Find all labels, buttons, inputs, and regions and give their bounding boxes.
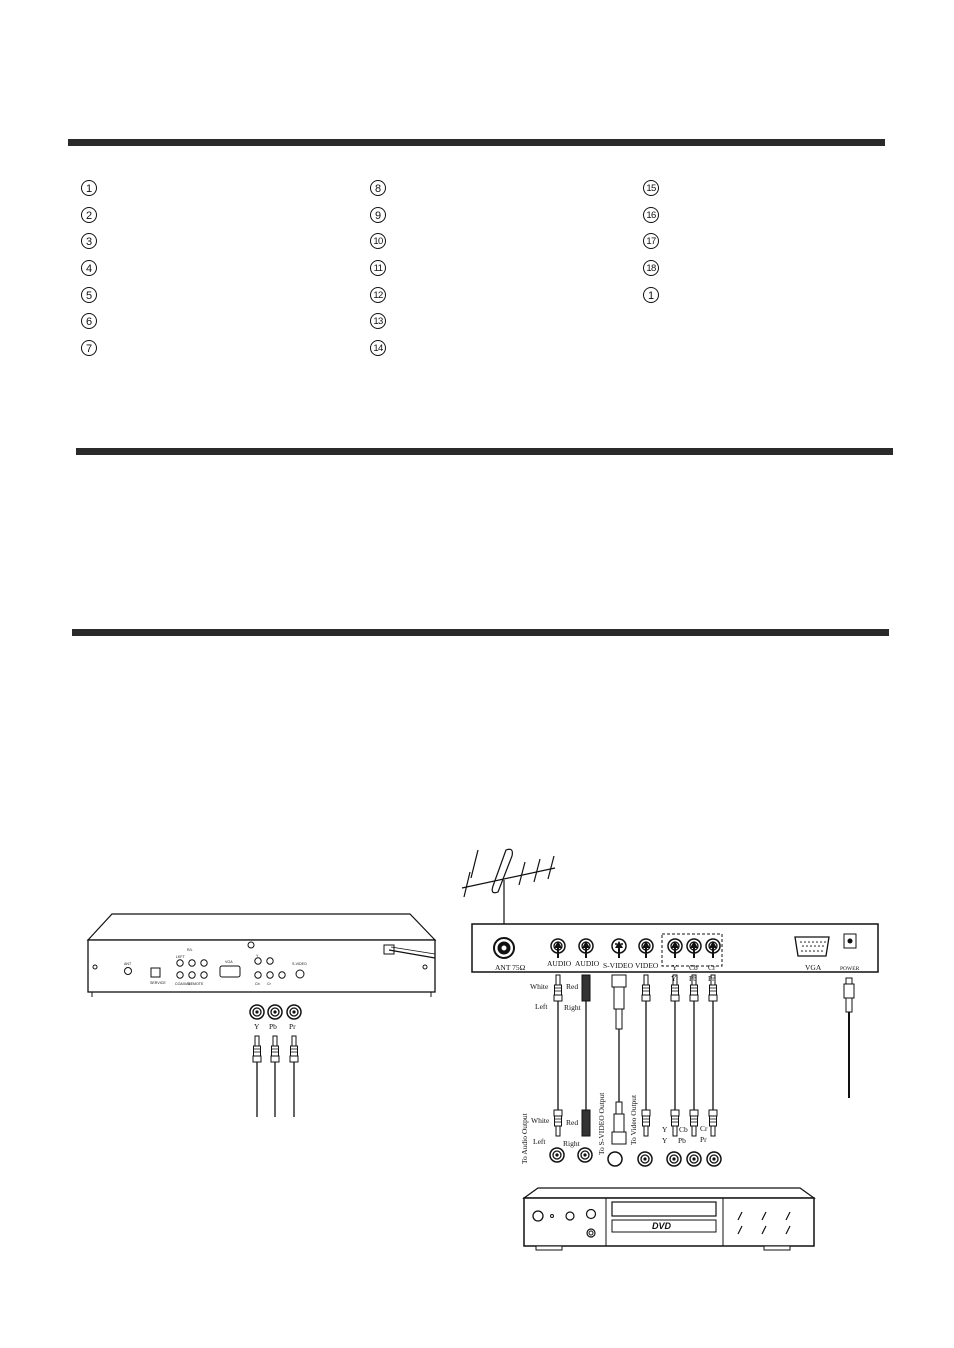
left-top-label: Left <box>535 1002 548 1011</box>
left-bottom-label: Left <box>533 1137 546 1146</box>
legend-number: 14 <box>370 340 386 356</box>
legend-number: 5 <box>81 287 97 303</box>
legend-number: 9 <box>370 207 386 223</box>
cr-label: Cr <box>708 963 716 972</box>
right-bottom-label: Right <box>563 1139 580 1148</box>
audio-output-label: To Audio Output <box>520 1113 529 1164</box>
pb-bottom-label: Pb <box>678 1136 686 1145</box>
audio-left-label: AUDIO <box>547 959 572 968</box>
video-output-label: To Video Output <box>629 1094 638 1145</box>
video-label: VIDEO <box>635 961 659 970</box>
pb-top-label: Pb <box>689 974 697 983</box>
left-ant-label: ANT <box>124 962 132 966</box>
vga-label: VGA <box>805 963 822 972</box>
y-bottom-label-2: Y <box>662 1136 668 1145</box>
cb-bottom-label: Cb <box>679 1125 688 1134</box>
legend-number: 12 <box>370 287 386 303</box>
legend-number: 1 <box>643 287 659 303</box>
dvd-logo: DVD <box>652 1221 672 1231</box>
pr-top-label: Pr <box>708 974 715 983</box>
legend-number: 16 <box>643 207 659 223</box>
y-label: Y <box>672 963 678 972</box>
cr-bottom-label: Cr <box>700 1124 708 1133</box>
dvd-player <box>524 1188 814 1250</box>
red-top-label: Red <box>566 982 579 991</box>
left-service-label: SERVICE <box>150 981 166 985</box>
legend-number: 11 <box>370 260 386 276</box>
pr-bottom-label: Pr <box>700 1135 707 1144</box>
left-svideo-label: S-VIDEO <box>292 962 307 966</box>
right-top-label: Right <box>564 1003 581 1012</box>
antenna-in-label: ANT 75Ω <box>495 963 526 972</box>
cb-label: Cb <box>689 963 698 972</box>
white-top-label: White <box>530 982 549 991</box>
legend-number: 8 <box>370 180 386 196</box>
power-label: POWER <box>840 966 860 972</box>
svideo-output-label: To S-VIDEO Output <box>597 1092 606 1155</box>
legend-number: 7 <box>81 340 97 356</box>
y-bottom-label-1: Y <box>662 1125 668 1134</box>
legend-number: 17 <box>643 233 659 249</box>
left-coaxial-label: COAXIAL <box>175 982 191 986</box>
legend-number: 3 <box>81 233 97 249</box>
legend-number: 10 <box>370 233 386 249</box>
left-component-pb: Pb <box>269 1022 277 1031</box>
legend-number: 6 <box>81 313 97 329</box>
white-bottom-label: White <box>531 1116 550 1125</box>
left-y-label: Y <box>256 954 259 958</box>
legend-number: 13 <box>370 313 386 329</box>
left-remote-label: REMOTE <box>188 982 204 986</box>
left-rl-label: R/L <box>187 948 193 952</box>
left-component-y: Y <box>254 1022 260 1031</box>
left-device <box>88 914 435 1117</box>
red-bottom-label: Red <box>566 1118 579 1127</box>
left-cb-label: Cb <box>255 982 260 986</box>
legend-number: 4 <box>81 260 97 276</box>
left-component-pr: Pr <box>289 1022 296 1031</box>
svideo-label: S-VIDEO <box>603 961 633 970</box>
y-top-label: Y <box>671 974 677 983</box>
legend-number: 2 <box>81 207 97 223</box>
left-left-label: LEFT <box>176 955 185 959</box>
legend-number: 1 <box>81 180 97 196</box>
left-vga-label: VGA <box>225 960 233 964</box>
audio-right-label: AUDIO <box>575 959 600 968</box>
legend-number: 18 <box>643 260 659 276</box>
legend-number: 15 <box>643 180 659 196</box>
left-cr-label: Cr <box>267 982 271 986</box>
